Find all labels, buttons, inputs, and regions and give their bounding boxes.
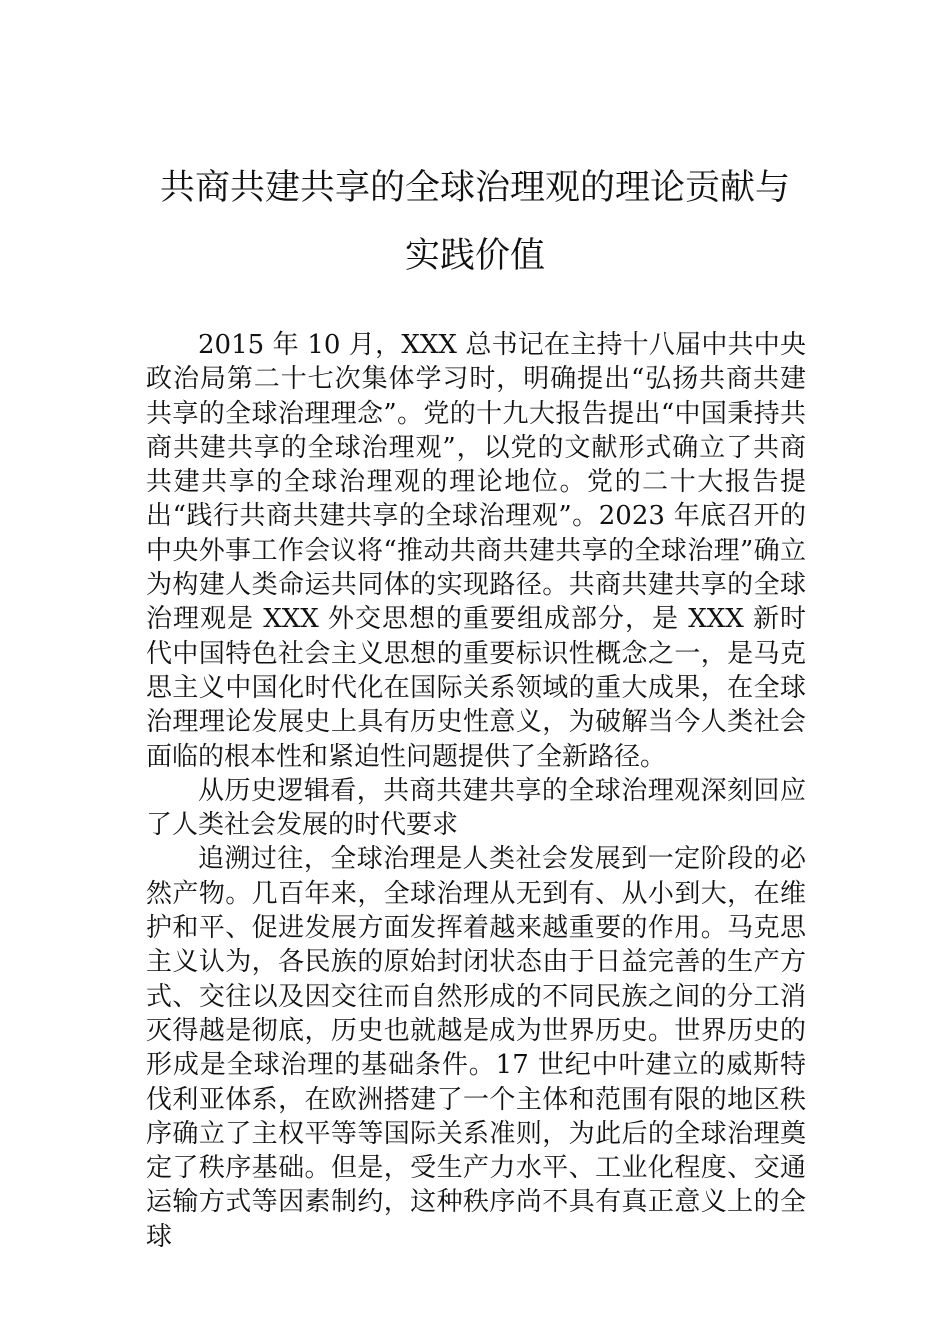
paragraph-history: 追溯过往，全球治理是人类社会发展到一定阶段的必然产物。几百年来，全球治理从无到有、从小到大，在维护和平、促进发展方面发挥着越来越重要的作用。马克思主义认为，各民族的原始封闭状态由于日益完善的生产方式、交往以及因交往而自然形成的不同民族之间的分工消灭得越是彻底，历史也就越是成为世界历史。世界历史的形成是全球治理的基础条件。17 世纪中叶建立的威斯特伐利亚体系，在欧洲搭建了一个主体和范围有限的地区秩序确立了主权平等等国际关系准则，为此后的全球治理奠定了秩序基础。但是，受生产力水平、工业化程度、交通运输方式等因素制约，这种秩序尚不具有真正意义上的全球 (146, 844, 806, 1252)
document-body (146, 328, 806, 1254)
document-title-line-1: 共商共建共享的全球治理观的理论贡献与 (159, 168, 790, 208)
paragraph-intro: 2015 年 10 月，XXX 总书记在主持十八届中共中央政治局第二十七次集体学习时，明确提出“弘扬共商共建共享的全球治理理念”。党的十九大报告提出“中国秉持共商共建共享的全球治理观”，以党的文献形式确立了共商共建共享的全球治理观的理论地位。党的二十大报告提出“践行共商共建共享的全球治理观”。2023 年底召开的中央外事工作会议将“推动共商共建共享的全球治理”确立为构建人类命运共同体的实现路径。共商共建共享的全球治理观是 XXX 外交思想的重要组成部分，是 XXX 新时代中国特色社会主义思想的重要标识性概念之一，是马克思主义中国化时代化在国际关系领域的重大成果，在全球治理理论发展史上具有历史性意义，为破解当今人类社会面临的根本性和紧迫性问题提供了全新路径。 (146, 330, 806, 772)
paragraph-section-heading: 从历史逻辑看，共商共建共享的全球治理观深刻回应了人类社会发展的时代要求 (146, 775, 806, 841)
document-title-line-2: 实践价值 (404, 236, 545, 276)
